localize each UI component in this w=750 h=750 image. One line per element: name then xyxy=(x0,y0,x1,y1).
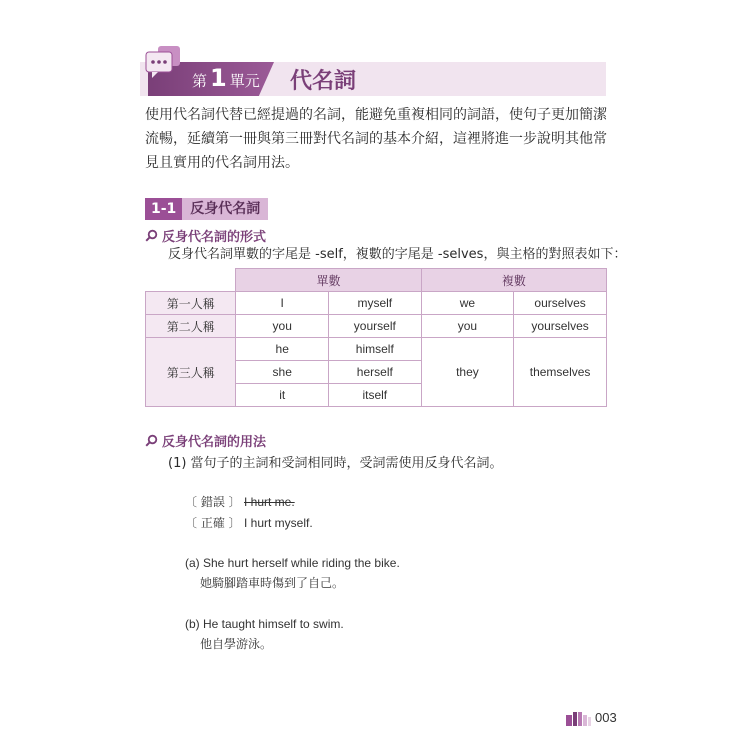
usage-rule: (1) 當句子的主詞和受詞相同時，受詞需使用反身代名詞。 xyxy=(168,456,503,471)
row-person: 第一人稱 xyxy=(146,292,236,315)
unit-title: 代名詞 xyxy=(290,68,357,94)
magnifier-icon xyxy=(145,229,158,242)
section-title: 反身代名詞 xyxy=(182,198,268,220)
page-number: 003 xyxy=(595,710,617,725)
row-person: 第三人稱 xyxy=(146,338,236,407)
unit-suffix: 單元 xyxy=(229,72,260,90)
table-corner xyxy=(146,269,236,292)
unit-prefix: 第 xyxy=(192,72,208,90)
reflexive-pronoun: itself xyxy=(328,384,421,407)
table-header-singular: 單數 xyxy=(236,269,421,292)
magnifier-icon xyxy=(145,434,158,447)
reflexive-pronoun: himself xyxy=(328,338,421,361)
form-description: 反身代名詞單數的字尾是 -self，複數的字尾是 -selves，與主格的對照表如下： xyxy=(168,247,627,262)
plural-subject-pronoun: you xyxy=(421,315,514,338)
example-sentence: (b) He taught himself to swim. xyxy=(185,617,344,631)
unit-label xyxy=(192,64,260,92)
wrong-example xyxy=(185,492,295,512)
correct-label: 〔 正確 〕 xyxy=(185,516,241,530)
plural-subject-pronoun: we xyxy=(421,292,514,315)
subject-pronoun: you xyxy=(236,315,329,338)
reflexive-pronoun: myself xyxy=(328,292,421,315)
plural-subject-pronoun: they xyxy=(421,338,514,407)
form-heading-text: 反身代名詞的形式 xyxy=(162,230,267,245)
book-stripes-icon xyxy=(566,712,592,726)
unit-number: 1 xyxy=(210,64,227,92)
wrong-label: 〔 錯誤 〕 xyxy=(185,495,241,509)
plural-reflexive-pronoun: themselves xyxy=(514,338,607,407)
row-person: 第二人稱 xyxy=(146,315,236,338)
example-translation: 他自學游泳。 xyxy=(200,637,273,651)
pronoun-table xyxy=(145,268,607,407)
usage-subheading xyxy=(145,431,266,450)
table-row xyxy=(146,338,607,361)
speech-bubble-icon xyxy=(140,40,188,88)
intro-paragraph: 使用代名詞代替已經提過的名詞，能避免重複相同的詞語，使句子更加簡潔流暢，延續第一冊與第三冊對代名詞的基本介紹，這裡將進一步說明其他常見且實用的代名詞用法。 xyxy=(145,107,607,171)
plural-reflexive-pronoun: ourselves xyxy=(514,292,607,315)
table-header-row xyxy=(146,269,607,292)
wrong-text: I hurt me. xyxy=(243,495,295,509)
subject-pronoun: it xyxy=(236,384,329,407)
section-heading xyxy=(145,198,268,220)
plural-reflexive-pronoun: yourselves xyxy=(514,315,607,338)
example-sentence: (a) She hurt herself while riding the bike. xyxy=(185,556,400,570)
reflexive-pronoun: yourself xyxy=(328,315,421,338)
usage-heading-text: 反身代名詞的用法 xyxy=(162,435,267,450)
example-translation: 她騎腳踏車時傷到了自己。 xyxy=(200,576,345,590)
subject-pronoun: she xyxy=(236,361,329,384)
table-row xyxy=(146,315,607,338)
subject-pronoun: I xyxy=(236,292,329,315)
table-row xyxy=(146,292,607,315)
reflexive-pronoun: herself xyxy=(328,361,421,384)
section-number: 1-1 xyxy=(145,198,182,220)
correct-example xyxy=(185,513,313,533)
subject-pronoun: he xyxy=(236,338,329,361)
table-header-plural: 複數 xyxy=(421,269,606,292)
correct-text: I hurt myself. xyxy=(243,516,313,530)
